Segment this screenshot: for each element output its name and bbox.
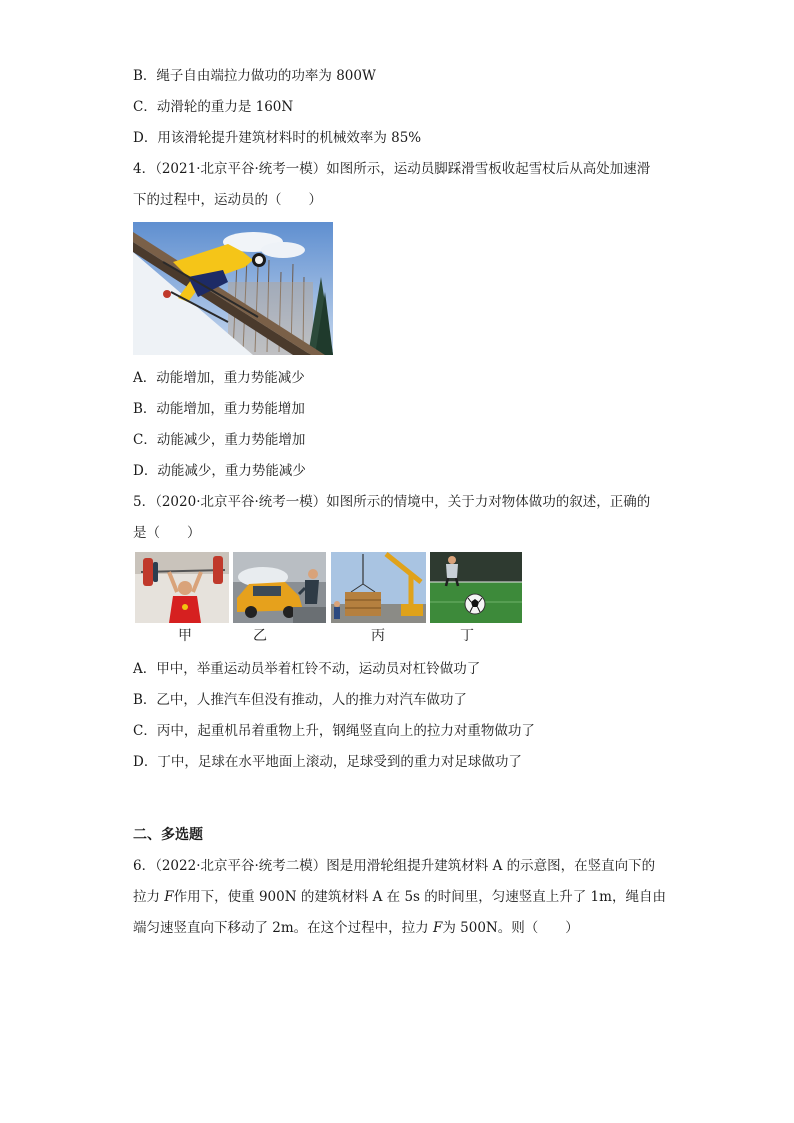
q6-stem-line2	[133, 888, 666, 906]
football-image	[430, 552, 522, 623]
caption-jia: 甲	[178, 628, 192, 644]
q4-option-c: C．动能减少，重力势能增加	[133, 432, 306, 448]
q6-stem-line3	[133, 919, 579, 937]
q5-option-a: A．甲中，举重运动员举着杠铃不动，运动员对杠铃做功了	[133, 661, 481, 677]
q6-line3-post: 为 500N。则（ ）	[442, 920, 579, 936]
caption-bing: 丙	[371, 628, 385, 644]
push-car-image	[233, 552, 326, 623]
caption-yi: 乙	[253, 628, 267, 644]
section-heading-multi-choice: 二、多选题	[133, 827, 203, 843]
q4-option-a: A．动能增加，重力势能减少	[133, 370, 305, 386]
q6-stem-line1: 6．（2022·北京平谷·统考二模）图是用滑轮组提升建筑材料 A 的示意图，在竖直向下的	[133, 858, 656, 874]
q5-stem-line2: 是（ ）	[133, 525, 201, 541]
q6-line2-pre: 拉力	[133, 889, 165, 905]
q4-option-d: D．动能减少，重力势能减少	[133, 463, 306, 479]
caption-ding: 丁	[460, 628, 474, 644]
crane-image	[331, 552, 426, 623]
q4-stem-line1: 4．（2021·北京平谷·统考一模）如图所示，运动员脚踩滑雪板收起雪杖后从高处加速滑	[133, 161, 651, 177]
force-variable-f: F	[164, 889, 174, 905]
q5-stem-line1: 5．（2020·北京平谷·统考一模）如图所示的情境中，关于力对物体做功的叙述，正确的	[133, 494, 651, 510]
q4-option-b: B．动能增加，重力势能增加	[133, 401, 305, 417]
q5-option-d: D．丁中，足球在水平地面上滚动，足球受到的重力对足球做功了	[133, 754, 522, 770]
q3-option-c: C．动滑轮的重力是 160N	[133, 99, 294, 115]
ski-jumper-image	[133, 222, 333, 355]
q6-line2-post: 作用下，使重 900N 的建筑材料 A 在 5s 的时间里，匀速竖直上升了 1m，绳自由	[173, 889, 666, 905]
q3-option-b: B．绳子自由端拉力做功的功率为 800W	[133, 68, 376, 84]
q4-stem-line2: 下的过程中，运动员的（ ）	[133, 192, 322, 208]
q6-line3-pre: 端匀速竖直向下移动了 2m。在这个过程中，拉力	[133, 920, 433, 936]
weightlifter-image	[135, 552, 229, 623]
q5-option-c: C．丙中，起重机吊着重物上升，钢绳竖直向上的拉力对重物做功了	[133, 723, 535, 739]
force-variable-f: F	[432, 920, 443, 936]
q3-option-d: D．用该滑轮提升建筑材料时的机械效率为 85%	[133, 130, 422, 146]
q5-option-b: B．乙中，人推汽车但没有推动，人的推力对汽车做功了	[133, 692, 467, 708]
